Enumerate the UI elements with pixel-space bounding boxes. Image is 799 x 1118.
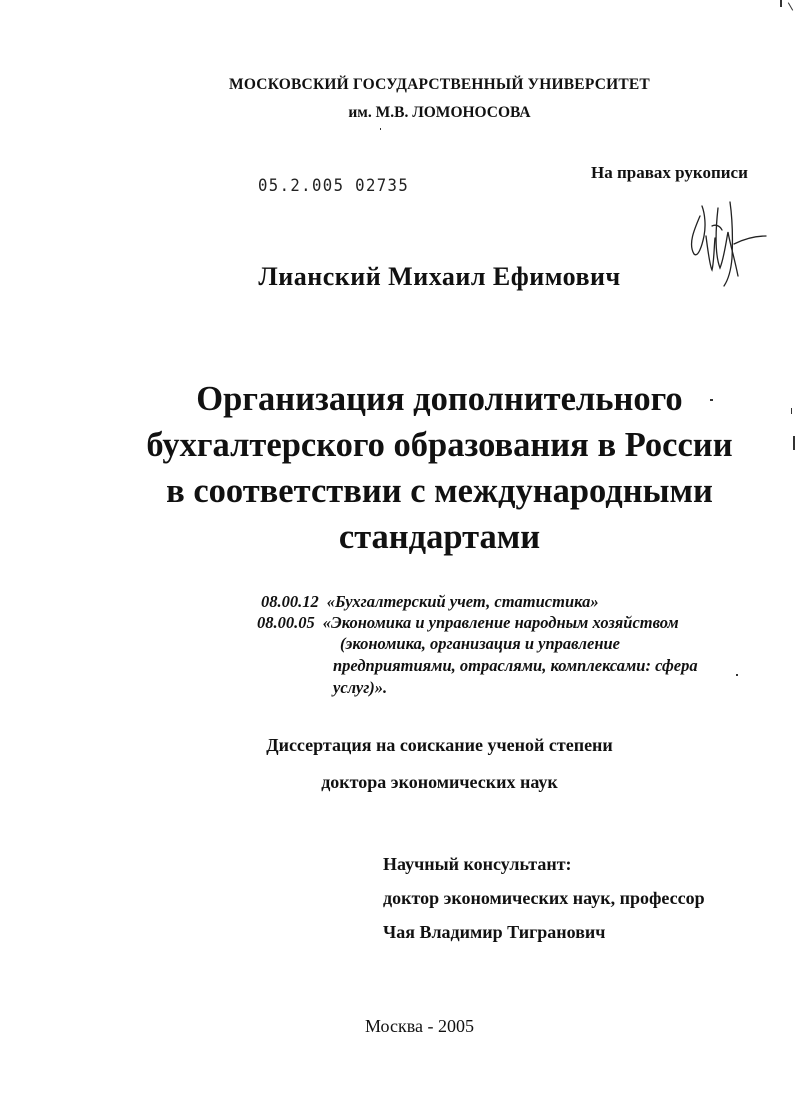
title-line: в соответствии с международными — [166, 472, 713, 510]
rights-note: На правах рукописи — [591, 163, 748, 182]
consultant-label: Научный консультант: — [383, 854, 572, 874]
specialty-text: «Бухгалтерский учет, статистика» — [326, 592, 599, 611]
consultant-degree: доктор экономических наук, профессор — [383, 888, 705, 908]
author-name: Лианский Михаил Ефимович — [258, 262, 621, 291]
library-stamp: 05.2.005 02735 — [258, 176, 410, 196]
title-line: бухгалтерского образования в России — [146, 426, 733, 464]
title-line: Организация дополнительного — [196, 380, 683, 418]
dissertation-degree-line-2: доктора экономических наук — [321, 772, 558, 792]
title-line: стандартами — [338, 518, 541, 556]
scan-mark — [780, 0, 782, 7]
scan-mark — [793, 436, 795, 450]
university-name: МОСКОВСКИЙ ГОСУДАРСТВЕННЫЙ УНИВЕРСИТЕТ — [229, 76, 650, 93]
specialty-2-line-2: (экономика, организация и управление — [340, 634, 621, 653]
dissertation-title — [100, 376, 779, 560]
scan-mark — [710, 399, 713, 401]
specialty-2 — [257, 613, 679, 633]
specialty-code: 08.00.12 — [261, 592, 319, 611]
specialty-1 — [261, 592, 599, 612]
specialty-2-line-4: услуг)». — [333, 678, 388, 697]
city-year: Москва - 2005 — [365, 1016, 474, 1036]
scan-mark — [791, 408, 792, 414]
scan-mark — [788, 2, 793, 10]
university-subtitle: им. М.В. ЛОМОНОСОВА — [348, 104, 531, 121]
specialty-2-line-3: предприятиями, отраслями, комплексами: сфера — [333, 656, 698, 675]
consultant-name: Чая Владимир Тигранович — [383, 922, 606, 942]
scan-mark — [736, 674, 738, 676]
specialty-text: «Экономика и управление народным хозяйством — [322, 613, 679, 632]
scan-mark — [380, 128, 381, 130]
specialty-code: 08.00.05 — [257, 613, 315, 632]
dissertation-degree-line-1: Диссертация на соискание ученой степени — [266, 735, 613, 755]
